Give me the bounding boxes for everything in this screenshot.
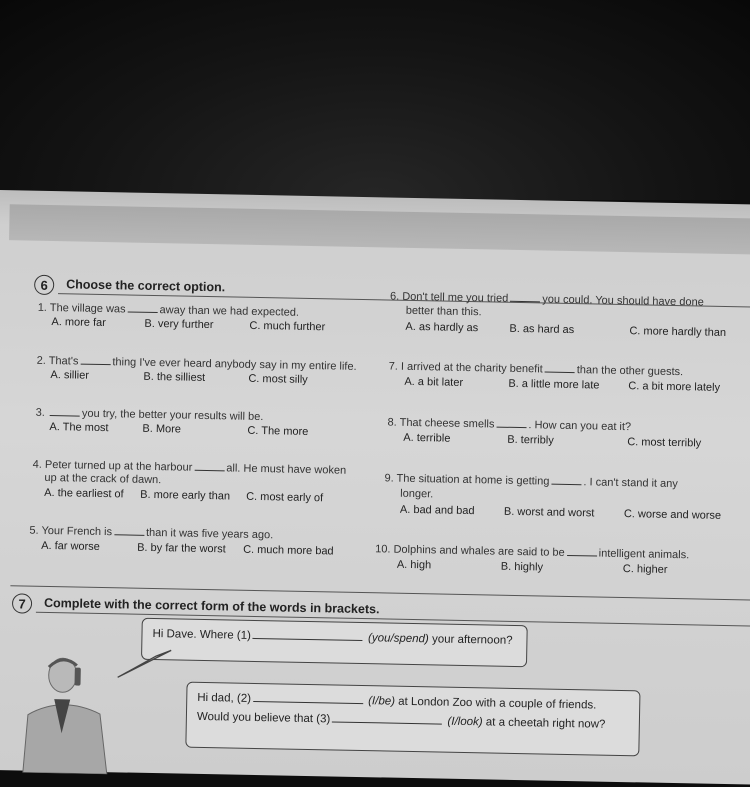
option-b[interactable]: B. More [142,422,182,436]
question-number: 5. [29,524,39,537]
exercise-heading: Choose the correct option. [66,277,226,295]
exercise-heading: Complete with the correct form of the words in brackets. [43,595,380,617]
answer-blank[interactable] [80,355,110,366]
option-b[interactable]: B. as hard as [509,322,575,337]
question-text: Dolphins and whales are said to be [393,543,565,559]
option-c[interactable]: C. much further [249,319,326,334]
question-text-line2: up at the crack of dawn. [44,471,162,487]
bubble-hint: (you/spend) [367,632,429,646]
bubble-text: Would you believe that [196,710,314,726]
question-number: 1. [37,301,48,314]
question-number: 2. [36,354,47,367]
answer-blank[interactable] [194,461,224,472]
question-text: you could. You should have done [542,293,704,309]
question-number: 9. [384,472,394,485]
option-c[interactable]: C. most terribly [627,436,702,450]
question-text: away than we had expected. [159,304,300,319]
option-a[interactable]: A. terrible [403,431,451,445]
bubble-hint: (I/look) [447,715,483,729]
option-a[interactable]: A. as hardly as [405,320,479,335]
option-a[interactable]: A. far worse [41,539,100,553]
option-b[interactable]: B. by far the worst [137,541,226,556]
gap-number: (2) [236,692,252,705]
question-text: than the other guests. [576,364,684,379]
answer-blank[interactable] [50,406,80,417]
answer-blank[interactable] [510,292,540,303]
question-number: 4. [32,458,43,471]
option-b[interactable]: B. terribly [507,433,554,447]
option-c[interactable]: C. more hardly than [629,325,727,339]
question-number: 10. [375,543,391,556]
option-c[interactable]: C. most silly [248,372,308,386]
question-text: . How can you eat it? [528,419,632,434]
speech-bubble-2 [185,682,640,757]
answer-blank[interactable] [551,475,581,486]
speech-bubble-1 [141,618,528,667]
bubble-text: Hi Dave. Where [152,628,234,642]
option-a[interactable]: A. more far [51,316,106,330]
question-number: 7. [388,360,398,373]
option-a[interactable]: A. sillier [50,369,90,382]
bubble-text: Hi dad, [197,691,234,705]
option-c[interactable]: C. higher [622,563,668,576]
question-text: . I can't stand it any [583,476,678,491]
question-text: all. He must have woken [226,462,347,477]
answer-blank[interactable] [114,525,144,536]
question-text-line2: better than this. [405,304,482,319]
textbook-page [0,190,750,785]
answer-blank[interactable] [567,546,597,557]
question-text: Your French is [41,524,113,539]
man-on-phone-illustration [13,652,125,774]
bubble-text: your afternoon? [431,633,513,647]
option-b[interactable]: B. highly [500,560,544,574]
option-c[interactable]: C. a bit more lately [628,380,721,394]
answer-blank[interactable] [496,418,526,429]
gap-number: (1) [236,629,252,642]
option-b[interactable]: B. worst and worst [503,505,595,520]
option-a[interactable]: A. the earliest of [44,486,124,501]
answer-blank[interactable] [545,362,575,373]
option-b[interactable]: B. a little more late [508,377,600,392]
bubble-text: at London Zoo with a couple of friends. [398,695,597,712]
bubble-text: at a cheetah right now? [485,716,606,731]
gap-number: (3) [316,713,331,726]
question-text-line2: longer. [400,487,434,501]
question-number: 6. [389,290,400,303]
option-b[interactable]: B. very further [144,317,214,332]
answer-blank[interactable] [332,712,442,724]
option-b[interactable]: B. more early than [140,488,231,503]
option-c[interactable]: C. The more [247,424,309,438]
answer-blank[interactable] [128,302,158,313]
question-text: intelligent animals. [598,547,690,562]
option-b[interactable]: B. the silliest [143,370,206,384]
option-a[interactable]: A. high [396,558,432,572]
option-a[interactable]: A. bad and bad [399,503,475,518]
exercise-number-badge: 7 [12,593,32,613]
question-text: That cheese smells [399,416,495,431]
question-text: you try, the better your results will be. [81,407,264,424]
question-text: That's [48,354,79,368]
question-text: Don't tell me you tried [402,290,509,305]
question-text: thing I've ever heard anybody say in my entire life. [112,356,357,373]
question-number: 3. [35,406,46,419]
page-header-band [9,204,750,255]
dark-background [0,0,750,200]
question-text: The village was [49,301,126,316]
answer-blank[interactable] [253,692,363,704]
question-number: 8. [387,416,397,429]
option-a[interactable]: A. The most [49,420,109,435]
question-text: I arrived at the charity benefit [400,360,543,376]
exercise-number-badge: 6 [34,275,54,295]
answer-blank[interactable] [253,629,363,641]
option-c[interactable]: C. most early of [246,490,324,505]
question-text: Peter turned up at the harbour [44,458,193,474]
question-text: The situation at home is getting [396,472,550,488]
option-c[interactable]: C. worse and worse [623,508,722,522]
bubble-hint: (I/be) [368,695,396,708]
option-a[interactable]: A. a bit later [404,375,464,389]
option-c[interactable]: C. much more bad [243,543,334,558]
question-text: than it was five years ago. [145,526,274,542]
